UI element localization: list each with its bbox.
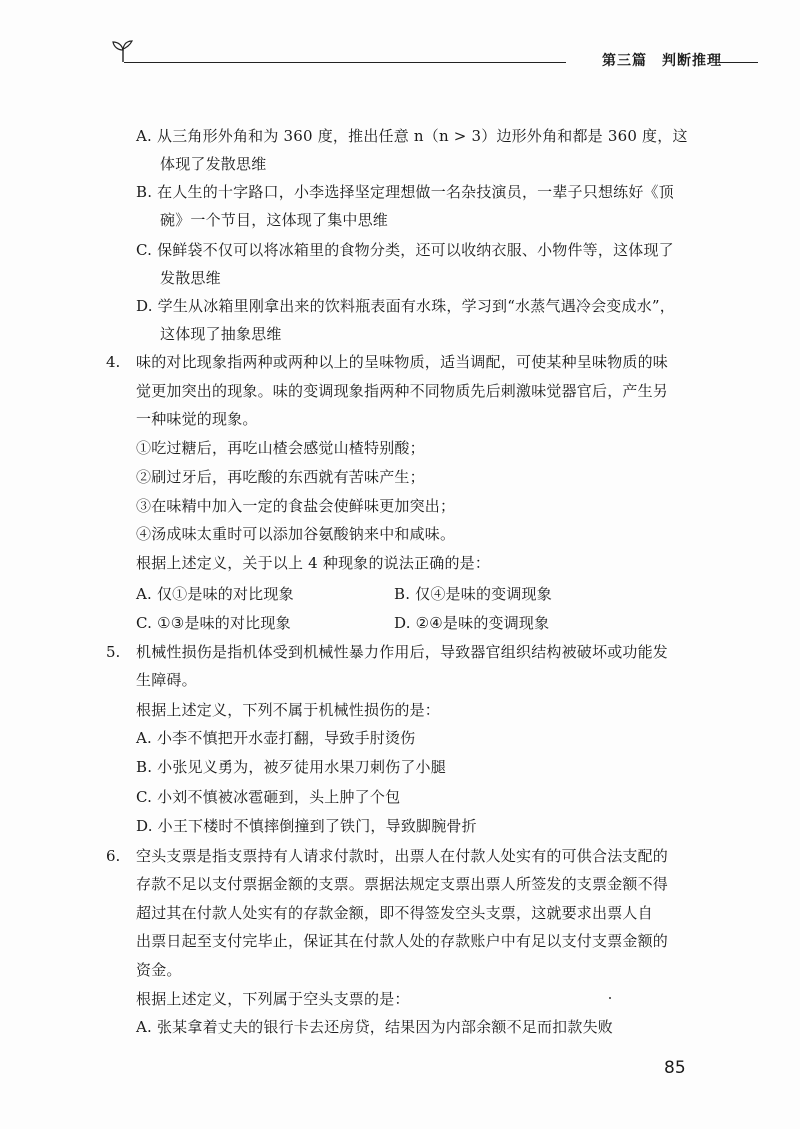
q6-stem-line-5: 资金。 bbox=[136, 961, 182, 979]
q6-number: 6. bbox=[106, 847, 121, 865]
q3-option-b-line-1: B. 在人生的十字路口，小李选择坚定理想做一名杂技演员，一辈子只想练好《顶 bbox=[136, 183, 674, 201]
q4-stem-line-1: 味的对比现象指两种或两种以上的呈味物质，适当调配，可使某种呈味物质的味 bbox=[136, 353, 669, 371]
q4-item-1: ①吃过糖后，再吃山楂会感觉山楂特别酸； bbox=[136, 439, 425, 457]
q5-option-d: D. 小王下楼时不慎摔倒撞到了铁门，导致脚腕骨折 bbox=[136, 817, 477, 835]
scan-speck bbox=[609, 997, 611, 999]
q6-stem-line-2: 存款不足以支付票据金额的支票。票据法规定支票出票人所签发的支票金额不得 bbox=[136, 875, 669, 893]
q5-option-a: A. 小李不慎把开水壶打翻，导致手肘烫伤 bbox=[136, 729, 416, 747]
q6-stem-line-3: 超过其在付款人处实有的存款金额，即不得签发空头支票，这就要求出票人自 bbox=[136, 904, 653, 922]
q5-stem-line-2: 生障碍。 bbox=[136, 671, 197, 689]
q3-option-c-line-1: C. 保鲜袋不仅可以将冰箱里的食物分类，还可以收纳衣服、小物件等，这体现了 bbox=[136, 241, 674, 259]
q3-option-a-line-1: A. 从三角形外角和为 360 度，推出任意 n（n > 3）边形外角和都是 360 度，这 bbox=[136, 127, 688, 145]
q4-option-c: C. ①③是味的对比现象 bbox=[136, 614, 291, 632]
sprout-icon bbox=[108, 38, 138, 64]
q5-option-c: C. 小刘不慎被冰雹砸到，头上肿了个包 bbox=[136, 788, 401, 806]
q6-stem-line-4: 出票日起至支付完毕止，保证其在付款人处的存款账户中有足以支付支票金额的 bbox=[136, 932, 669, 950]
q4-prompt: 根据上述定义，关于以上 4 种现象的说法正确的是： bbox=[136, 554, 491, 572]
q4-stem-line-3: 一种味觉的现象。 bbox=[136, 410, 258, 428]
q5-prompt: 根据上述定义，下列不属于机械性损伤的是： bbox=[136, 701, 441, 719]
q4-item-4: ④汤成味太重时可以添加谷氨酸钠来中和咸味。 bbox=[136, 525, 456, 543]
q4-stem-line-2: 觉更加突出的现象。味的变调现象指两种不同物质先后刺激味觉器官后，产生另 bbox=[136, 382, 669, 400]
q3-option-d-line-1: D. 学生从冰箱里刚拿出来的饮料瓶表面有水珠，学习到“水蒸气遇冷会变成水”， bbox=[136, 297, 675, 315]
page-header bbox=[108, 38, 758, 78]
q5-stem-line-1: 机械性损伤是指机体受到机械性暴力作用后，导致器官组织结构被破坏或功能发 bbox=[136, 643, 669, 661]
q5-option-b: B. 小张见义勇为，被歹徒用水果刀刺伤了小腿 bbox=[136, 758, 446, 776]
q4-item-2: ②刷过牙后，再吃酸的东西就有苦味产生； bbox=[136, 468, 425, 486]
q4-option-b: B. 仅④是味的变调现象 bbox=[394, 585, 552, 603]
section-title: 第三篇 判断推理 bbox=[566, 50, 722, 70]
header-rule-right bbox=[718, 62, 758, 63]
q6-prompt: 根据上述定义，下列属于空头支票的是： bbox=[136, 990, 410, 1008]
q4-item-3: ③在味精中加入一定的食盐会使鲜味更加突出； bbox=[136, 497, 456, 515]
q3-option-a-line-2: 体现了发散思维 bbox=[160, 155, 267, 173]
q6-option-a: A. 张某拿着丈夫的银行卡去还房贷，结果因为内部余额不足而扣款失败 bbox=[136, 1018, 613, 1036]
q5-number: 5. bbox=[106, 643, 121, 661]
q4-option-a: A. 仅①是味的对比现象 bbox=[136, 585, 294, 603]
q3-option-c-line-2: 发散思维 bbox=[160, 269, 221, 287]
q3-option-d-line-2: 这体现了抽象思维 bbox=[160, 325, 282, 343]
q4-option-d: D. ②④是味的变调现象 bbox=[394, 614, 550, 632]
page-number: 85 bbox=[664, 1058, 686, 1078]
q3-option-b-line-2: 碗》一个节目，这体现了集中思维 bbox=[160, 211, 389, 229]
q6-stem-line-1: 空头支票是指支票持有人请求付款时，出票人在付款人处实有的可供合法支配的 bbox=[136, 847, 669, 865]
q4-number: 4. bbox=[106, 353, 121, 371]
